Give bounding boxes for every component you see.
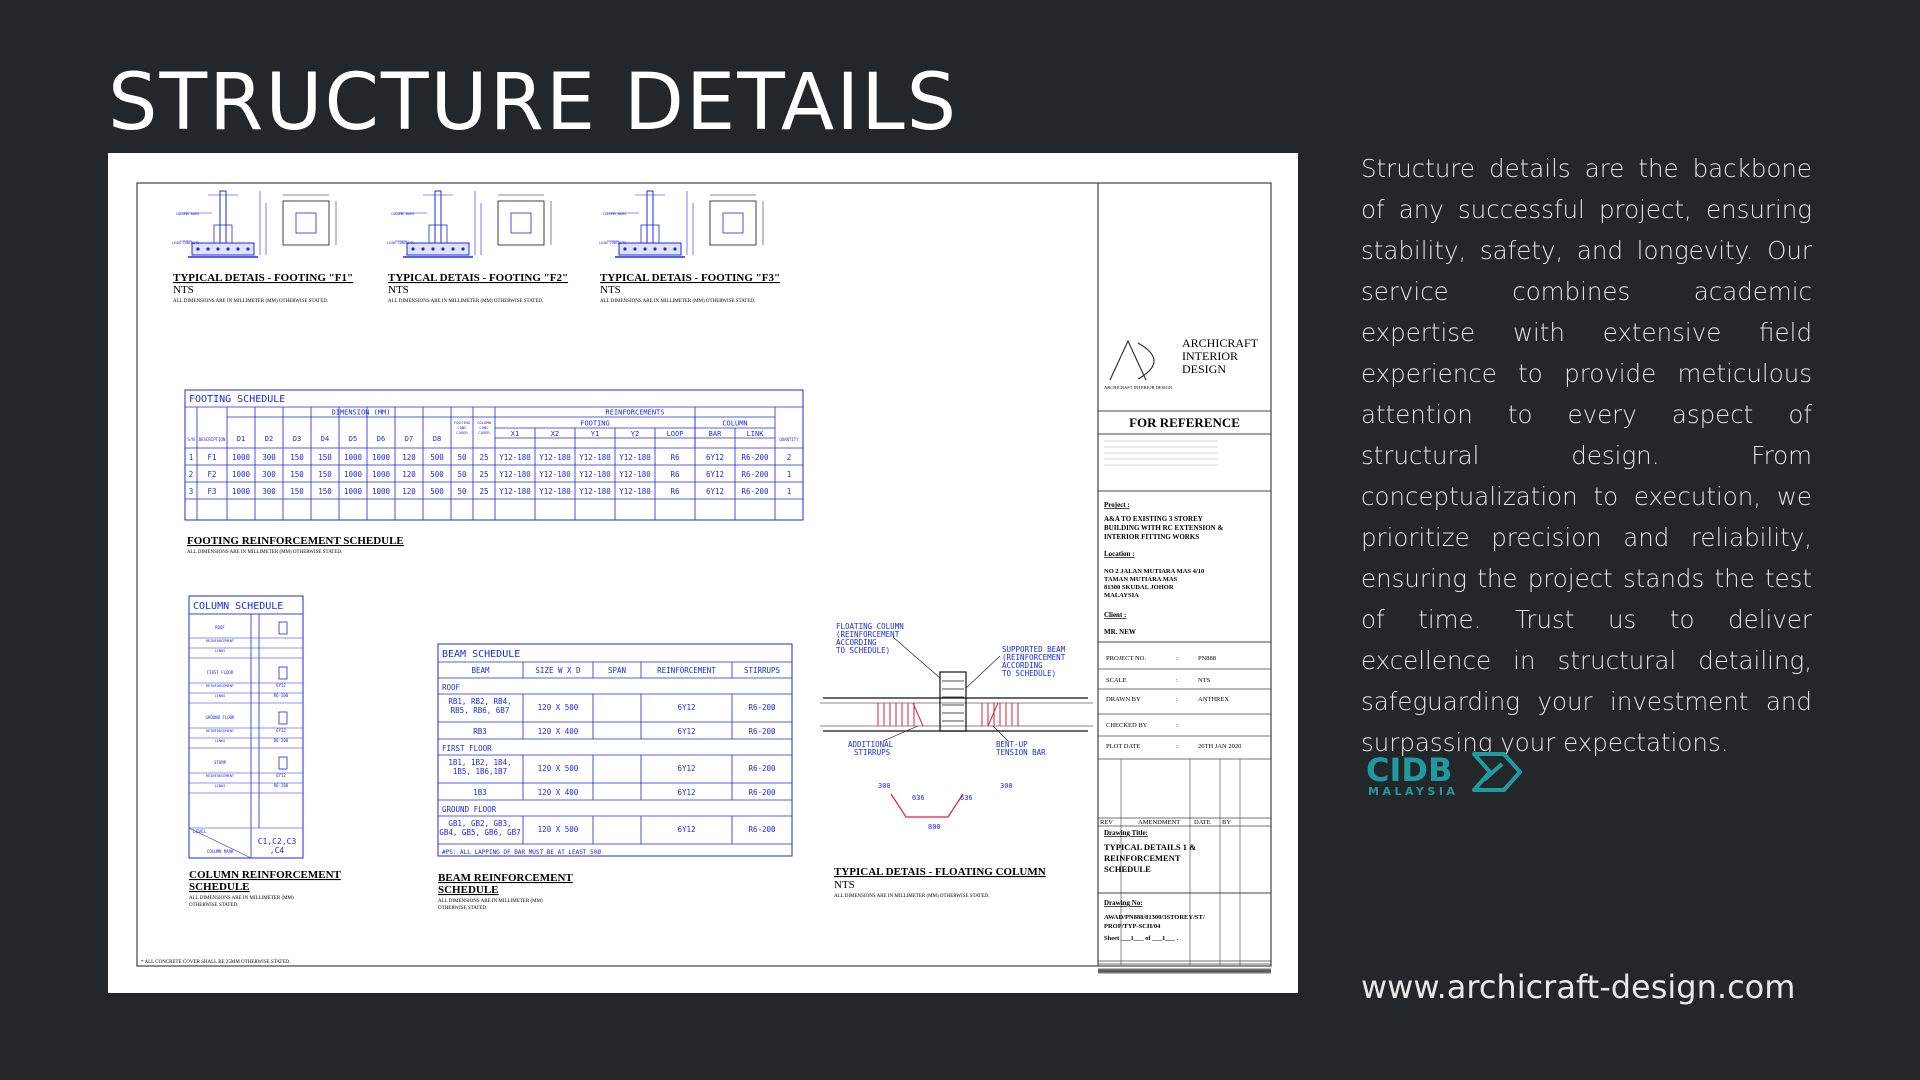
field-label: PLOT DATE <box>1106 743 1141 750</box>
table-cell: R6-200 <box>748 703 776 712</box>
level-label: GROUND FLOOR <box>205 715 235 720</box>
cidb-logo <box>1366 750 1526 800</box>
column-header: SIZE W X D <box>535 666 581 675</box>
field-colon: : <box>1176 743 1178 750</box>
dimension-note: ALL DIMENSIONS ARE IN MILLIMETER (MM) OTHERWISE STATED. <box>600 299 756 304</box>
field-label: CHECKED BY <box>1106 722 1148 729</box>
project-value: INTERIOR FITTING WORKS <box>1104 533 1200 541</box>
table-cell: 2 <box>188 470 194 479</box>
footing-detail-1 <box>172 191 353 304</box>
dimension-label: 636 <box>960 794 973 802</box>
table-cell: 300 <box>262 453 276 462</box>
rebar-dot <box>663 247 666 250</box>
level-label: ROOF <box>215 625 225 630</box>
nts-label: NTS <box>173 284 194 296</box>
link-value: R6-200 <box>273 738 289 743</box>
rebar-dot <box>623 247 626 250</box>
table-cell: F3 <box>207 487 217 496</box>
table-cell: RB3 <box>473 727 487 736</box>
group-header: FOOTING <box>580 419 610 428</box>
floating-column-label: (REINFORCEMENT <box>836 630 900 639</box>
drawing-label: LEAN CONCRETE <box>599 241 627 245</box>
drawing-rect <box>279 667 287 679</box>
sheet-number: Sheet ___1___ of ___1___ . <box>1104 935 1179 942</box>
table-cell: 1000 <box>231 470 251 479</box>
drawing-no-value: AWAD/PN888/81300/3STOREY/ST/ <box>1104 914 1205 921</box>
table-cell: GB1, GB2, GB3, <box>448 819 512 828</box>
table-caption: COLUMN REINFORCEMENT <box>189 869 341 881</box>
drawing-rect <box>283 201 329 245</box>
table-cell: RB1, RB2, RB4, <box>448 697 512 706</box>
drawing-no-value: PROP/TYP-SCH/04 <box>1104 923 1161 930</box>
dimension-note: ALL DIMENSIONS ARE IN MILLIMETER (MM) OTHERWISE STATED. <box>187 550 343 555</box>
table-cell: 6Y12 <box>705 453 725 462</box>
field-colon: : <box>1176 696 1178 703</box>
links-label: LINKS <box>214 739 226 743</box>
rebar-dot <box>653 247 656 250</box>
drawing-line <box>988 703 998 726</box>
group-header: COLUMN <box>722 419 748 428</box>
drawing-rect <box>407 243 469 255</box>
table-cell: R6 <box>670 487 680 496</box>
table-cell: 1B5, 1B6,1B7 <box>452 767 508 776</box>
link-value: R6-200 <box>273 783 289 788</box>
description-text: Structure details are the backbone of any successful project, ensuring stability, safety, and longevity. Our service combines academic expertise with extensive field experience to provide meticulous attention to every aspect of structural design. From conceptualization to execution, we prioritize precision and reliability, ensuring the project stands the test of time. Trust us to deliver excellence in structural detailing, safeguarding your investment and surpassing your expectations. <box>1361 154 1812 757</box>
column-header: CONC <box>457 425 467 430</box>
column-header: LOOP <box>666 430 684 438</box>
table-cell: 150 <box>290 470 304 479</box>
table-title: FOOTING SCHEDULE <box>189 394 286 405</box>
column-schedule-table <box>189 596 342 908</box>
footing-detail-2 <box>387 191 568 304</box>
table-cell: Y12-180 <box>539 453 571 462</box>
location-value: MALAYSIA <box>1104 592 1139 599</box>
rebar-dot <box>431 247 434 250</box>
dimension-label: 800 <box>928 823 941 831</box>
table-cell: 3 <box>188 487 194 496</box>
table-cell: R6-200 <box>748 825 776 834</box>
column-header: D6 <box>376 435 386 443</box>
beam-note: #PS: ALL LAPPING OF BAR MUST BE AT LEAST 50Ø <box>442 849 601 856</box>
section-label: FIRST FLOOR <box>442 744 492 753</box>
table-cell: 120 X 400 <box>537 788 579 797</box>
table-cell: 1000 <box>371 487 391 496</box>
table-cell: 1 <box>786 487 792 496</box>
revision-header: AMENDMENT <box>1138 819 1181 826</box>
table-caption: FOOTING REINFORCEMENT SCHEDULE <box>187 535 404 547</box>
table-cell: 500 <box>430 453 444 462</box>
page-title: STRUCTURE DETAILS <box>108 58 959 148</box>
table-cell: 25 <box>479 453 489 462</box>
table-cell: 1000 <box>371 470 391 479</box>
table-cell: R6 <box>670 470 680 479</box>
drawing-label: COLUMN BARS <box>391 212 415 216</box>
link-value: R6-200 <box>273 693 289 698</box>
drawing-rect <box>511 213 531 233</box>
footing-detail-3 <box>599 191 780 304</box>
table-cell: 6Y12 <box>677 703 696 712</box>
field-value: 26TH JAN 2020 <box>1198 743 1242 750</box>
project-value: BUILDING WITH RC EXTENSION & <box>1104 524 1224 532</box>
floating-column-label: FLOATING COLUMN <box>836 622 904 631</box>
table-cell: R6-200 <box>741 453 769 462</box>
drawing-title-value: REINFORCEMENT <box>1104 853 1181 863</box>
bar-value: 6Y12 <box>276 773 286 778</box>
drawing-line <box>966 656 1000 688</box>
table-cell: 50 <box>457 470 467 479</box>
project-label: Project : <box>1104 501 1130 509</box>
concrete-note: * ALL CONCRETE COVER SHALL BE 25MM OTHERWISE STATED. <box>141 960 291 965</box>
column-header: DESCRIPTION <box>198 437 226 442</box>
column-header: COVER <box>456 430 468 435</box>
table-cell: 150 <box>318 487 332 496</box>
column-header: D2 <box>264 435 274 443</box>
field-label: SCALE <box>1106 677 1127 684</box>
drawing-rect <box>189 596 303 858</box>
table-caption: BEAM REINFORCEMENT <box>438 872 573 884</box>
drawing-title-value: TYPICAL DETAILS 1 & <box>1104 842 1197 852</box>
rebar-dot <box>421 247 424 250</box>
table-cell: R6 <box>670 453 680 462</box>
column-header: BAR <box>708 430 722 438</box>
dimension-note: OTHERWISE STATED. <box>438 906 488 911</box>
column-header: LINK <box>746 430 764 438</box>
table-cell: 1000 <box>231 487 251 496</box>
field-value: PN888 <box>1198 655 1217 662</box>
client-value: MR. NEW <box>1104 628 1136 636</box>
rebar-dot <box>411 247 414 250</box>
dimension-label: 636 <box>912 794 925 802</box>
drawing-title-label: Drawing Title: <box>1104 829 1148 837</box>
supported-beam-label: (REINFORCEMENT <box>1002 653 1066 662</box>
table-cell: 25 <box>479 487 489 496</box>
drawing-rect <box>279 712 287 724</box>
table-cell: Y12-180 <box>619 453 651 462</box>
group-header: DIMENSION (MM) <box>331 408 391 417</box>
rebar-dot <box>673 247 676 250</box>
table-cell: 120 X 400 <box>537 727 579 736</box>
column-mark-heading: COLUMN MARK <box>207 849 234 854</box>
supported-beam-label: ACCORDING <box>1002 661 1043 670</box>
project-value: A&A TO EXISTING 3 STOREY <box>1104 515 1203 523</box>
table-cell: Y12-180 <box>499 453 531 462</box>
column-header: D1 <box>236 435 246 443</box>
drawing-rect <box>498 201 544 245</box>
table-cell: Y12-180 <box>499 487 531 496</box>
dimension-note: ALL DIMENSIONS ARE IN MILLIMETER (MM) <box>189 896 294 901</box>
table-cell: 50 <box>457 487 467 496</box>
nts-label: NTS <box>600 284 621 296</box>
links-label: LINKS <box>214 784 226 788</box>
dimension-note: ALL DIMENSIONS ARE IN MILLIMETER (MM) OTHERWISE STATED. <box>388 299 544 304</box>
logo-subtext: ARCHICRAFT INTERIOR DESIGN <box>1104 385 1173 390</box>
rebar-dot <box>206 247 209 250</box>
dimension-label: 300 <box>878 782 891 790</box>
drawing-rect <box>710 201 756 245</box>
table-cell: 120 <box>402 487 416 496</box>
table-cell: 1B3 <box>473 788 487 797</box>
table-cell: Y12-180 <box>579 487 611 496</box>
table-cell: 1000 <box>231 453 251 462</box>
table-cell: 300 <box>262 470 276 479</box>
level-label: STUMP <box>213 760 227 765</box>
field-label: PROJECT NO. <box>1106 655 1146 662</box>
table-caption: SCHEDULE <box>189 881 250 893</box>
drawing-title-value: SCHEDULE <box>1104 864 1151 874</box>
table-caption: SCHEDULE <box>438 884 499 896</box>
drawing-label: COLUMN BARS <box>176 212 200 216</box>
column-header: COVER <box>478 430 490 435</box>
table-cell: 1000 <box>343 487 363 496</box>
table-cell: R6-200 <box>748 727 776 736</box>
table-cell: 6Y12 <box>705 470 725 479</box>
cidb-text: CIDB <box>1366 751 1453 789</box>
drawing-sheet <box>108 153 1298 993</box>
column-mark-value: C1,C2,C3 <box>257 837 297 846</box>
table-cell: 120 X 500 <box>537 825 579 834</box>
table-cell: GB4, GB5, GB6, GB7 <box>439 828 521 837</box>
column-header: COLUMN <box>477 420 491 425</box>
table-cell: 1000 <box>343 470 363 479</box>
table-title: BEAM SCHEDULE <box>442 649 521 660</box>
footing-title: TYPICAL DETAIS - FOOTING "F1" <box>173 272 354 284</box>
table-cell: 150 <box>290 487 304 496</box>
table-cell: 6Y12 <box>705 487 725 496</box>
logo-a-icon <box>1110 341 1146 380</box>
bar-value: 6Y12 <box>276 728 286 733</box>
table-cell: 6Y12 <box>677 788 696 797</box>
field-value: ANTHREX <box>1198 696 1230 703</box>
table-cell: 1 <box>786 470 792 479</box>
table-cell: 1 <box>188 453 194 462</box>
logo-text: DESIGN <box>1182 362 1226 376</box>
drawing-label: LEAN CONCRETE <box>387 241 415 245</box>
table-cell: F2 <box>207 470 217 479</box>
reinforcement-label: REINFORCEMENT <box>205 774 235 778</box>
nts-label: NTS <box>834 879 855 891</box>
table-cell: R6-200 <box>741 487 769 496</box>
column-header: STIRRUPS <box>743 666 781 675</box>
beam-schedule-table <box>438 644 792 911</box>
column-header: D8 <box>432 435 442 443</box>
group-header: REINFORCEMENTS <box>605 408 665 417</box>
website-url: www.archicraft-design.com <box>1361 968 1796 1006</box>
rebar-dot <box>633 247 636 250</box>
table-cell: Y12-180 <box>579 453 611 462</box>
drawing-label: COLUMN BARS <box>603 212 627 216</box>
reinforcement-label: REINFORCEMENT <box>205 729 235 733</box>
drawing-line <box>893 637 940 678</box>
field-colon: : <box>1176 677 1178 684</box>
revision-header: BY <box>1222 819 1232 826</box>
table-cell: 2 <box>786 453 792 462</box>
table-cell: 500 <box>430 487 444 496</box>
column-header: D5 <box>348 435 358 443</box>
supported-beam-label: TO SCHEDULE) <box>1002 669 1057 678</box>
column-header: X2 <box>550 430 560 438</box>
bent-bar-shape <box>891 794 963 817</box>
rebar-dot <box>196 247 199 250</box>
revision-header: DATE <box>1194 819 1211 826</box>
logo-text: INTERIOR <box>1182 349 1238 363</box>
column-header: Y1 <box>590 430 600 438</box>
drawing-rect <box>192 243 254 255</box>
column-header: X1 <box>510 430 520 438</box>
stirrups-label: ADDITIONAL <box>848 740 894 749</box>
footing-details <box>172 191 780 304</box>
table-cell: 6Y12 <box>677 727 696 736</box>
level-label: FIRST FLOOR <box>206 670 234 675</box>
field-value: NTS <box>1198 677 1211 684</box>
column-header: SPAN <box>607 666 627 675</box>
table-cell: 50 <box>457 453 467 462</box>
table-cell: F1 <box>207 453 217 462</box>
field-label: DRAWN BY <box>1106 696 1141 703</box>
column-header: D4 <box>320 435 330 443</box>
table-cell: 150 <box>318 453 332 462</box>
title-block <box>1098 336 1271 973</box>
table-cell: Y12-180 <box>499 470 531 479</box>
column-header: FOOTING <box>453 420 471 425</box>
reinforcement-label: REINFORCEMENT <box>205 684 235 688</box>
table-cell: 120 <box>402 453 416 462</box>
drawing-line <box>993 726 1008 741</box>
drawing-rect <box>296 213 316 233</box>
revision-header: REV <box>1100 819 1113 826</box>
location-value: 81300 SKUDAI, JOHOR <box>1104 584 1174 591</box>
links-label: LINKS <box>214 649 226 653</box>
dimension-note: OTHERWISE STATED. <box>189 903 239 908</box>
detail-title: TYPICAL DETAIS - FLOATING COLUMN <box>834 866 1046 878</box>
drawing-rect <box>723 213 743 233</box>
table-cell: Y12-180 <box>619 487 651 496</box>
table-cell: 1000 <box>343 453 363 462</box>
cidb-emblem-icon <box>1474 754 1520 790</box>
for-reference-label: FOR REFERENCE <box>1129 415 1240 430</box>
dimension-note: ALL DIMENSIONS ARE IN MILLIMETER (MM) <box>438 899 543 904</box>
table-cell: 150 <box>318 470 332 479</box>
column-header: CONC <box>479 425 489 430</box>
drawing-line <box>883 726 918 741</box>
table-cell: R6-200 <box>748 764 776 773</box>
drawing-label: LEAN CONCRETE <box>172 241 200 245</box>
table-cell: 500 <box>430 470 444 479</box>
floating-column-label: ACCORDING <box>836 638 877 647</box>
rebar-dot <box>461 247 464 250</box>
rebar-dot <box>451 247 454 250</box>
table-cell: 6Y12 <box>677 764 696 773</box>
bar-value: 6Y12 <box>276 683 286 688</box>
section-label: ROOF <box>442 683 461 692</box>
table-cell: Y12-180 <box>539 470 571 479</box>
nts-label: NTS <box>388 284 409 296</box>
column-header: S/N <box>187 437 195 442</box>
cidb-sub: MALAYSIA <box>1368 785 1459 798</box>
table-cell: R6-200 <box>741 470 769 479</box>
table-cell: RB5, RB6, 6B7 <box>450 706 510 715</box>
section-label: GROUND FLOOR <box>442 805 497 814</box>
footing-title: TYPICAL DETAIS - FOOTING "F2" <box>388 272 569 284</box>
rebar-dot <box>246 247 249 250</box>
links-label: LINKS <box>214 694 226 698</box>
table-cell: Y12-180 <box>539 487 571 496</box>
column-header: Y2 <box>630 430 640 438</box>
table-cell: 120 <box>402 470 416 479</box>
tension-label: TENSION BAR <box>996 748 1046 757</box>
column-header: D3 <box>292 435 302 443</box>
logo-d-icon <box>1138 343 1154 379</box>
column-header: D7 <box>404 435 414 443</box>
floating-column-label: TO SCHEDULE) <box>836 646 891 655</box>
field-colon: : <box>1176 655 1178 662</box>
footing-title: TYPICAL DETAIS - FOOTING "F3" <box>600 272 781 284</box>
table-cell: 150 <box>290 453 304 462</box>
footing-schedule-table <box>185 390 803 555</box>
drawing-no-label: Drawing No: <box>1104 899 1143 907</box>
table-cell: 1B1, 1B2, 1B4, <box>448 758 512 767</box>
dimension-note: ALL DIMENSIONS ARE IN MILLIMETER (MM) OTHERWISE STATED. <box>173 299 329 304</box>
location-value: NO 2 JALAN MUTIARA MAS 4/10 <box>1104 568 1205 575</box>
rebar-dot <box>216 247 219 250</box>
dimension-note: ALL DIMENSIONS ARE IN MILLIMETER (MM) OTHERWISE STATED. <box>834 894 990 899</box>
reinforcement-label: REINFORCEMENT <box>205 639 235 643</box>
table-cell: 300 <box>262 487 276 496</box>
supported-beam-label: SUPPORTED BEAM <box>1002 645 1066 654</box>
column-header: BEAM <box>471 666 490 675</box>
table-cell: R6-200 <box>748 788 776 797</box>
table-cell: 25 <box>479 470 489 479</box>
table-cell: 1000 <box>371 453 391 462</box>
field-colon: : <box>1176 722 1178 729</box>
rebar-dot <box>643 247 646 250</box>
location-value: TAMAN MUTIARA MAS <box>1104 576 1178 583</box>
stirrups-label: STIRRUPS <box>854 748 891 757</box>
column-mark-value: ,C4 <box>269 846 285 855</box>
column-header: REINFORCEMENT <box>657 666 716 675</box>
table-cell: Y12-180 <box>579 470 611 479</box>
logo-text: ARCHICRAFT <box>1182 336 1259 350</box>
tension-label: BENT-UP <box>996 740 1028 749</box>
table-cell: Y12-180 <box>619 470 651 479</box>
location-label: Location : <box>1104 550 1135 558</box>
level-heading: LEVEL <box>193 830 207 835</box>
table-cell: 120 X 500 <box>537 764 579 773</box>
client-label: Client : <box>1104 611 1127 619</box>
rebar-dot <box>441 247 444 250</box>
rebar-dot <box>226 247 229 250</box>
rebar-dot <box>236 247 239 250</box>
table-title: COLUMN SCHEDULE <box>193 601 284 612</box>
column-header: QUANTITY <box>779 437 799 442</box>
table-cell: 6Y12 <box>677 825 696 834</box>
table-cell: 120 X 500 <box>537 703 579 712</box>
drawing-rect <box>279 757 287 769</box>
dimension-label: 300 <box>1000 782 1013 790</box>
drawing-rect <box>619 243 681 255</box>
drawing-rect <box>279 622 287 634</box>
